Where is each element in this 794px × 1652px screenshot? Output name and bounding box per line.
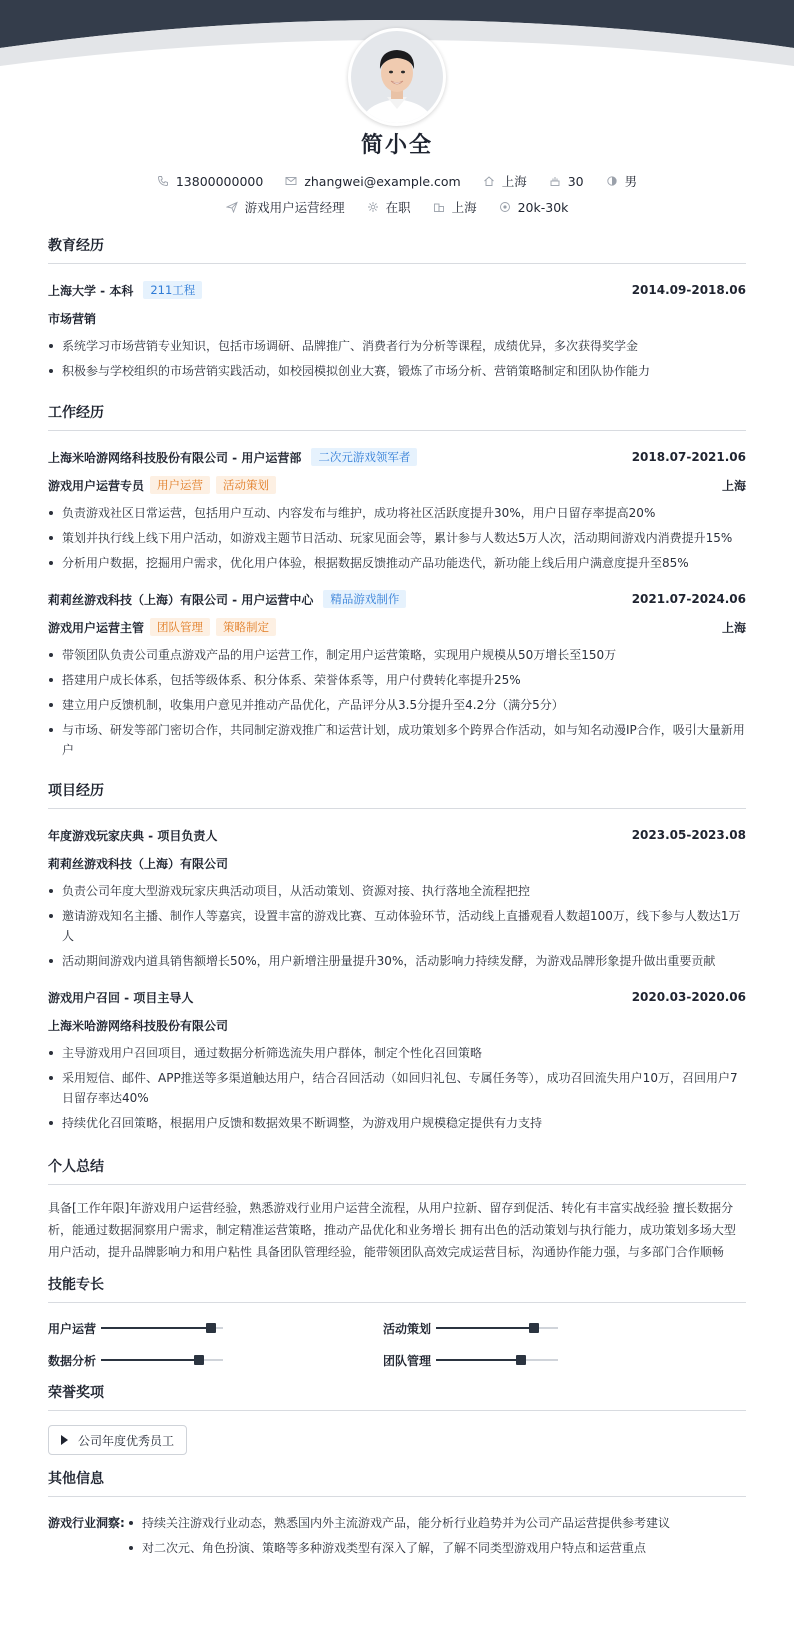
skill-level-bar — [436, 1359, 558, 1361]
skill-level-knob — [194, 1355, 204, 1365]
role-tag: 策略制定 — [216, 618, 276, 636]
job-intent-row — [0, 198, 794, 216]
age: 30 — [567, 173, 584, 189]
cake-icon — [549, 175, 561, 187]
award-name: 公司年度优秀员工 — [78, 1433, 175, 1448]
list-item: 与市场、研发等部门密切合作，共同制定游戏推广和运营计划，成功策划多个跨界合作活动，如与知名动漫IP合作，吸引大量新用户 — [48, 720, 746, 760]
list-item: 邀请游戏知名主播、制作人等嘉宾，设置丰富的游戏比赛、互动体验环节，活动线上直播观看人数超100万，线下参与人数达1万人 — [48, 906, 746, 946]
role-row — [48, 475, 746, 495]
project-bullets — [48, 1043, 746, 1133]
projects-section — [48, 780, 746, 1138]
list-item: 系统学习市场营销专业知识，包括市场调研、品牌推广、消费者行为分析等课程，成绩优异，多次获得奖学金 — [48, 336, 746, 356]
education-entry-header — [48, 280, 746, 300]
age-item — [549, 174, 584, 189]
skill-item — [383, 1319, 718, 1337]
summary-section — [48, 1156, 746, 1263]
role-tag: 用户运营 — [150, 476, 210, 494]
award-item[interactable] — [48, 1425, 187, 1455]
skills-grid — [48, 1319, 746, 1369]
company-tag: 二次元游戏领军者 — [311, 448, 417, 466]
education-date: 2014.09-2018.06 — [631, 283, 746, 297]
summary-text: 具备[工作年限]年游戏用户运营经验，熟悉游戏行业用户运营全流程，从用户拉新、留存到促活、转化有丰富实战经验 擅长数据分析，能通过数据洞察用户需求，制定精准运营策略，推动产品优化和业务增长 拥有出色的活动策划与执行能力，成功策划多场大型用户活动，提升品牌影响力和用户粘性 具备团队管理经验，能带领团队高效完成运营目标，沟通协作能力强，与多部门合作顺畅 — [48, 1201, 736, 1259]
section-title: 荣誉奖项 — [48, 1382, 746, 1411]
education-section — [48, 235, 746, 386]
gender-icon — [606, 175, 618, 187]
skill-item — [48, 1319, 383, 1337]
skill-name: 用户运营 — [48, 1321, 97, 1336]
section-title: 其他信息 — [48, 1468, 746, 1497]
other-section — [48, 1468, 746, 1563]
list-item: 负责游戏社区日常运营，包括用户互动、内容发布与维护，成功将社区活跃度提升30%，用户日留存率提高20% — [48, 503, 746, 523]
work-date: 2021.07-2024.06 — [631, 592, 746, 606]
skill-level-bar — [436, 1327, 558, 1329]
skill-level-fill — [436, 1327, 534, 1329]
skill-level-bar — [101, 1359, 223, 1361]
company-name: 莉莉丝游戏科技（上海）有限公司 - 用户运营中心 — [48, 592, 314, 607]
target-city-item — [433, 198, 477, 216]
list-item: 积极参与学校组织的市场营销实践活动，如校园模拟创业大赛，锻炼了市场分析、营销策略制定和团队协作能力 — [48, 361, 746, 381]
candidate-name: 简小全 — [360, 133, 433, 158]
target-job: 游戏用户运营经理 — [244, 200, 345, 215]
work-section — [48, 402, 746, 765]
skill-name: 数据分析 — [48, 1353, 97, 1368]
phone-icon — [157, 175, 169, 187]
list-item: 活动期间游戏内道具销售额增长50%，用户新增注册量提升30%，活动影响力持续发酵，为游戏品牌形象提升做出重要贡献 — [48, 951, 746, 971]
avatar — [348, 28, 446, 126]
list-item: 负责公司年度大型游戏玩家庆典活动项目，从活动策划、资源对接、执行落地全流程把控 — [48, 881, 746, 901]
company-tag: 精品游戏制作 — [323, 590, 406, 608]
list-item: 主导游戏用户召回项目，通过数据分析筛选流失用户群体，制定个性化召回策略 — [48, 1043, 746, 1063]
city-item — [483, 172, 527, 190]
work-bullets — [48, 645, 746, 760]
expected-salary: 20k-30k — [517, 199, 569, 215]
education-bullets — [48, 336, 746, 381]
project-date: 2023.05-2023.08 — [631, 828, 746, 842]
skill-item — [383, 1351, 718, 1369]
target-city: 上海 — [451, 200, 477, 215]
gender: 男 — [624, 174, 638, 189]
skill-level-knob — [529, 1323, 539, 1333]
skill-level-knob — [206, 1323, 216, 1333]
skill-level-fill — [436, 1359, 521, 1361]
other-info-row — [48, 1513, 746, 1563]
phone-item — [157, 174, 263, 189]
project-entry-header — [48, 987, 746, 1007]
coin-icon — [499, 201, 511, 213]
work-location: 上海 — [721, 478, 746, 493]
list-item: 对二次元、角色扮演、策略等多种游戏类型有深入了解，了解不同类型游戏用户特点和运营重点 — [128, 1538, 746, 1558]
list-item: 采用短信、邮件、APP推送等多渠道触达用户，结合召回活动（如回归礼包、专属任务等），成功召回流失用户10万，召回用户7日留存率达40% — [48, 1068, 746, 1108]
project-name: 年度游戏玩家庆典 - 项目负责人 — [48, 828, 218, 843]
salary-item — [499, 200, 569, 215]
phone-number: 13800000000 — [175, 173, 264, 189]
list-item: 策划并执行线上线下用户活动，如游戏主题节日活动、玩家见面会等，累计参与人数达5万人次，活动期间游戏内消费提升15% — [48, 528, 746, 548]
school-tag: 211工程 — [143, 281, 202, 299]
skill-item — [48, 1351, 383, 1369]
list-item: 分析用户数据，挖掘用户需求，优化用户体验，根据数据反馈推动产品功能迭代，新功能上线后用户满意度提升至85% — [48, 553, 746, 573]
skill-level-knob — [516, 1355, 526, 1365]
employment-status: 在职 — [385, 200, 411, 215]
send-icon — [226, 201, 238, 213]
role-tag: 活动策划 — [216, 476, 276, 494]
work-entry-header — [48, 589, 746, 609]
skill-name: 活动策划 — [383, 1321, 432, 1336]
list-item: 建立用户反馈机制，收集用户意见并推动产品优化，产品评分从3.5分提升至4.2分（满分5分） — [48, 695, 746, 715]
other-label: 游戏行业洞察: — [48, 1516, 125, 1530]
email-address: zhangwei@example.com — [304, 173, 461, 189]
work-entry-header — [48, 447, 746, 467]
project-company: 莉莉丝游戏科技（上海）有限公司 — [48, 856, 229, 871]
section-title: 技能专长 — [48, 1274, 746, 1303]
status-item — [367, 198, 411, 216]
list-item: 持续优化召回策略，根据用户反馈和数据效果不断调整，为游戏用户规模稳定提供有力支持 — [48, 1113, 746, 1133]
gear-icon — [367, 201, 379, 213]
list-item: 搭建用户成长体系，包括等级体系、积分体系、荣誉体系等，用户付费转化率提升25% — [48, 670, 746, 690]
work-location: 上海 — [721, 620, 746, 635]
role-row — [48, 617, 746, 637]
target-job-item — [226, 198, 345, 216]
company-name: 上海米哈游网络科技股份有限公司 - 用户运营部 — [48, 450, 302, 465]
section-title: 个人总结 — [48, 1156, 746, 1185]
other-bullets — [128, 1513, 746, 1563]
caret-right-icon — [61, 1435, 68, 1445]
skill-level-fill — [101, 1327, 211, 1329]
project-name: 游戏用户召回 - 项目主导人 — [48, 990, 194, 1005]
city: 上海 — [501, 174, 527, 189]
honors-section — [48, 1382, 746, 1455]
list-item: 持续关注游戏行业动态，熟悉国内外主流游戏产品，能分析行业趋势并为公司产品运营提供参考建议 — [128, 1513, 746, 1533]
project-date: 2020.03-2020.06 — [631, 990, 746, 1004]
section-title: 教育经历 — [48, 235, 746, 264]
work-date: 2018.07-2021.06 — [631, 450, 746, 464]
section-title: 项目经历 — [48, 780, 746, 809]
role-tag: 团队管理 — [150, 618, 210, 636]
list-item: 带领团队负责公司重点游戏产品的用户运营工作，制定用户运营策略，实现用户规模从50万增长至150万 — [48, 645, 746, 665]
project-bullets — [48, 881, 746, 971]
email-item — [285, 174, 460, 189]
school-name: 上海大学 - 本科 — [48, 283, 134, 298]
gender-item — [606, 172, 638, 190]
role-title: 游戏用户运营主管 — [48, 620, 145, 635]
role-title: 游戏用户运营专员 — [48, 478, 145, 493]
skill-level-fill — [101, 1359, 199, 1361]
section-title: 工作经历 — [48, 402, 746, 431]
contact-info-row — [0, 172, 794, 190]
skills-section — [48, 1274, 746, 1369]
mail-icon — [285, 175, 297, 187]
home-icon — [483, 175, 495, 187]
work-bullets — [48, 503, 746, 573]
major: 市场营销 — [48, 311, 97, 326]
project-entry-header — [48, 825, 746, 845]
building-icon — [433, 201, 445, 213]
skill-level-bar — [101, 1327, 223, 1329]
project-company: 上海米哈游网络科技股份有限公司 — [48, 1018, 229, 1033]
skill-name: 团队管理 — [383, 1353, 432, 1368]
